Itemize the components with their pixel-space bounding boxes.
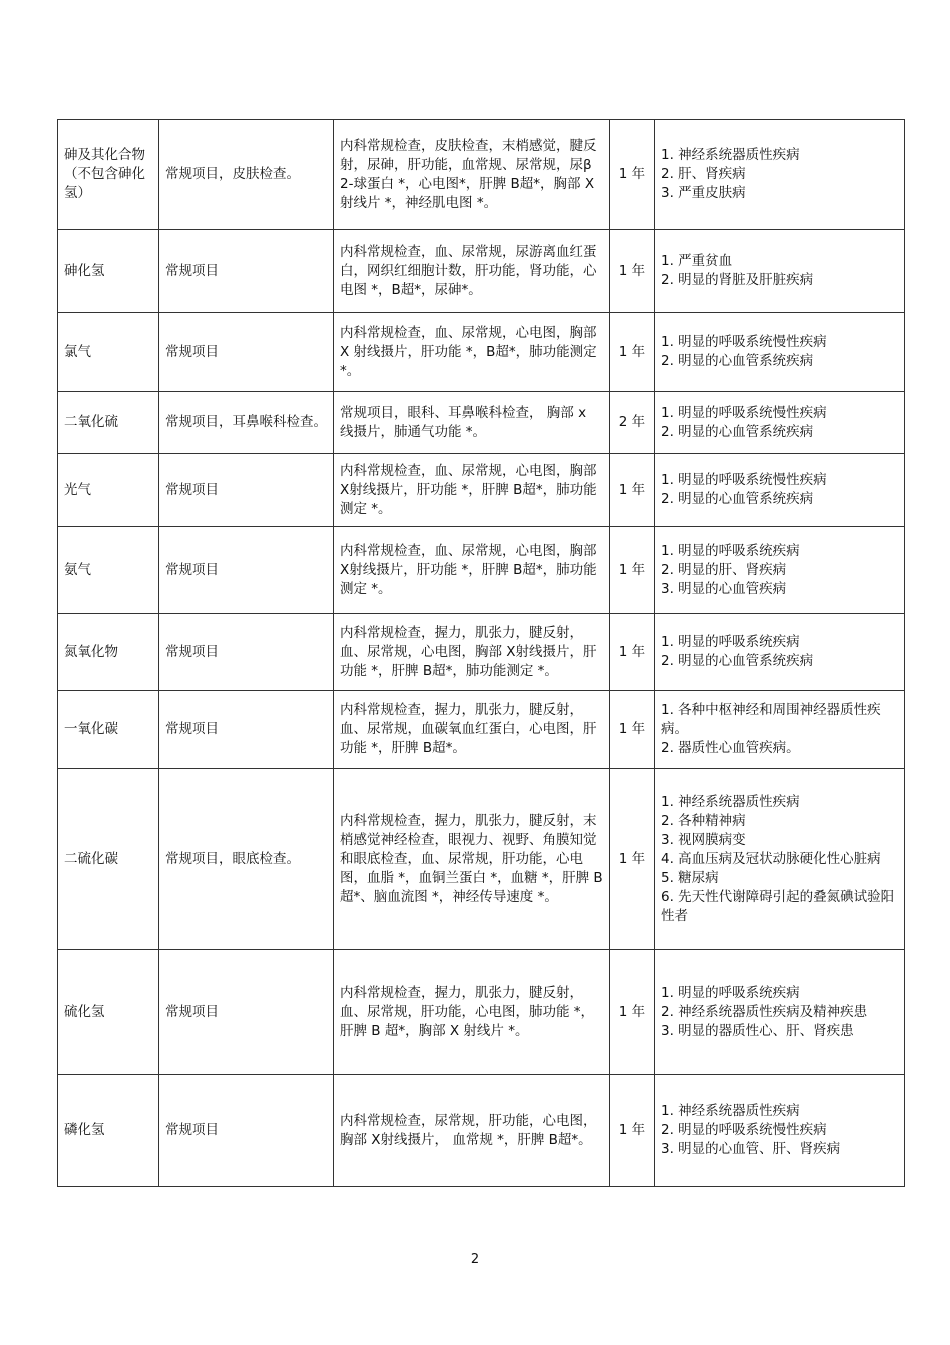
- contraindication-item: 2. 器质性心血管疾病。: [661, 740, 800, 756]
- cycle-cell: 1 年: [610, 120, 655, 230]
- contraindication-item: 2. 各种精神病: [661, 812, 746, 829]
- table-row: [58, 120, 905, 230]
- table-row: [58, 614, 905, 691]
- contraindication-item: 5. 糖尿病: [661, 869, 719, 886]
- contraindication-cell: [655, 313, 905, 392]
- substance-cell: 硫化氢: [58, 950, 159, 1075]
- substance-cell: 磷化氢: [58, 1075, 159, 1187]
- contraindication-item: 1. 神经系统器质性疾病: [661, 793, 800, 810]
- cycle-cell: 1 年: [610, 1075, 655, 1187]
- detail-cell: 内科常规检查，血、尿常规，尿游离血红蛋白，网织红细胞计数，肝功能，肾功能，心电图 *，B超*，尿砷*。: [334, 230, 610, 313]
- project-cell: 常规项目，耳鼻喉科检查。: [159, 392, 334, 454]
- cycle-cell: 1 年: [610, 691, 655, 769]
- cycle-cell: 1 年: [610, 313, 655, 392]
- contraindication-cell: [655, 527, 905, 614]
- project-cell: 常规项目: [159, 527, 334, 614]
- contraindication-item: 1. 明显的呼吸系统疾病: [661, 634, 800, 650]
- contraindication-item: 1. 神经系统器质性疾病: [661, 1103, 800, 1119]
- contraindication-item: 3. 明显的心血管疾病: [661, 580, 787, 597]
- cycle-cell: 1 年: [610, 614, 655, 691]
- page-number: 2: [470, 1252, 480, 1267]
- detail-cell: 内科常规检查，握力，肌张力，腱反射，血、尿常规，肝功能，心电图，肺功能 *，肝脾 B 超*，胸部 X 射线片 *。: [334, 950, 610, 1075]
- detail-cell: 内科常规检查，皮肤检查，末梢感觉，腱反射，尿砷，肝功能，血常规、尿常规，尿β 2-球蛋白 *，心电图*，肝脾 B超*，胸部 X射线片 *，神经肌电图 *。: [334, 120, 610, 230]
- cycle-cell: 1 年: [610, 454, 655, 527]
- contraindication-item: 1. 明显的呼吸系统疾病: [661, 542, 800, 559]
- contraindication-item: 3. 视网膜病变: [661, 831, 746, 848]
- contraindication-item: 2. 明显的肾脏及肝脏疾病: [661, 272, 814, 288]
- detail-cell: 内科常规检查，握力，肌张力，腱反射，血、尿常规，血碳氧血红蛋白，心电图，肝功能 *，肝脾 B超*。: [334, 691, 610, 769]
- detail-cell: 内科常规检查，血、尿常规，心电图，胸部 X射线摄片，肝功能 *，肝脾 B超*，肺功能测定 *。: [334, 454, 610, 527]
- contraindication-cell: [655, 691, 905, 769]
- table-row: [58, 691, 905, 769]
- detail-cell: 内科常规检查，血、尿常规，心电图，胸部 X 射线摄片，肝功能 *，B超*，肺功能测定 *。: [334, 313, 610, 392]
- substance-cell: 氯气: [58, 313, 159, 392]
- table-row: [58, 392, 905, 454]
- table-row: [58, 527, 905, 614]
- contraindication-item: 2. 明显的心血管系统疾病: [661, 653, 814, 669]
- contraindication-cell: [655, 1075, 905, 1187]
- contraindication-cell: [655, 950, 905, 1075]
- cycle-cell: 2 年: [610, 392, 655, 454]
- substance-cell: 二氧化硫: [58, 392, 159, 454]
- detail-cell: 常规项目，眼科、耳鼻喉科检查， 胸部 x 线摄片，肺通气功能 *。: [334, 392, 610, 454]
- contraindication-cell: [655, 769, 905, 950]
- contraindication-item: 1. 严重贫血: [661, 253, 733, 269]
- contraindication-cell: [655, 230, 905, 313]
- substance-cell: 砷及其化合物（不包含砷化氢）: [58, 120, 159, 230]
- contraindication-item: 2. 明显的呼吸系统慢性疾病: [661, 1122, 827, 1138]
- contraindication-cell: [655, 454, 905, 527]
- contraindication-item: 4. 高血压病及冠状动脉硬化性心脏病: [661, 850, 881, 867]
- contraindication-item: 3. 明显的心血管、肝、肾疾病: [661, 1141, 841, 1157]
- table-row: [58, 313, 905, 392]
- cycle-cell: 1 年: [610, 527, 655, 614]
- project-cell: 常规项目: [159, 313, 334, 392]
- substance-cell: 氮氧化物: [58, 614, 159, 691]
- contraindication-item: 1. 明显的呼吸系统慢性疾病: [661, 404, 827, 421]
- contraindication-item: 2. 肝、肾疾病: [661, 166, 746, 182]
- contraindication-item: 1. 神经系统器质性疾病: [661, 147, 800, 163]
- cycle-cell: 1 年: [610, 230, 655, 313]
- detail-cell: 内科常规检查，血、尿常规，心电图，胸部 X射线摄片，肝功能 *，肝脾 B超*，肺功能测定 *。: [334, 527, 610, 614]
- substance-cell: 砷化氢: [58, 230, 159, 313]
- project-cell: 常规项目: [159, 691, 334, 769]
- table-row: [58, 1075, 905, 1187]
- contraindication-item: 3. 明显的器质性心、肝、肾疾患: [661, 1022, 854, 1039]
- contraindication-item: 2. 明显的心血管系统疾病: [661, 353, 814, 369]
- contraindication-item: 6. 先天性代谢障碍引起的叠氮碘试验阳性者: [661, 888, 895, 924]
- detail-cell: 内科常规检查，握力，肌张力，腱反射，末梢感觉神经检查，眼视力、视野、角膜知觉和眼底检查，血、尿常规，肝功能，心电图，血脂 *，血铜兰蛋白 *，血糖 *，肝脾 B超*、脑血流图 *，神经传导速度 *。: [334, 769, 610, 950]
- substance-cell: 二硫化碳: [58, 769, 159, 950]
- project-cell: 常规项目: [159, 1075, 334, 1187]
- contraindication-cell: [655, 120, 905, 230]
- table-row: [58, 454, 905, 527]
- project-cell: 常规项目: [159, 454, 334, 527]
- contraindication-cell: [655, 392, 905, 454]
- project-cell: 常规项目，眼底检查。: [159, 769, 334, 950]
- project-cell: 常规项目，皮肤检查。: [159, 120, 334, 230]
- contraindication-item: 2. 神经系统器质性疾病及精神疾患: [661, 1003, 868, 1020]
- occupational-exam-table: [57, 119, 905, 1187]
- table-row: [58, 769, 905, 950]
- substance-cell: 氨气: [58, 527, 159, 614]
- substance-cell: 一氧化碳: [58, 691, 159, 769]
- substance-cell: 光气: [58, 454, 159, 527]
- contraindication-cell: [655, 614, 905, 691]
- cycle-cell: 1 年: [610, 769, 655, 950]
- contraindication-item: 1. 明显的呼吸系统慢性疾病: [661, 334, 827, 350]
- contraindication-item: 1. 各种中枢神经和周围神经器质性疾病。: [661, 702, 881, 737]
- project-cell: 常规项目: [159, 950, 334, 1075]
- project-cell: 常规项目: [159, 230, 334, 313]
- contraindication-item: 1. 明显的呼吸系统疾病: [661, 984, 800, 1001]
- table-row: [58, 950, 905, 1075]
- project-cell: 常规项目: [159, 614, 334, 691]
- contraindication-item: 2. 明显的心血管系统疾病: [661, 491, 814, 507]
- detail-cell: 内科常规检查，握力，肌张力，腱反射，血、尿常规，心电图，胸部 X射线摄片，肝功能 *，肝脾 B超*，肺功能测定 *。: [334, 614, 610, 691]
- contraindication-item: 3. 严重皮肤病: [661, 185, 746, 201]
- contraindication-item: 2. 明显的肝、肾疾病: [661, 561, 787, 578]
- detail-cell: 内科常规检查，尿常规，肝功能，心电图，胸部 X射线摄片， 血常规 *，肝脾 B超*。: [334, 1075, 610, 1187]
- contraindication-item: 1. 明显的呼吸系统慢性疾病: [661, 472, 827, 488]
- contraindication-item: 2. 明显的心血管系统疾病: [661, 423, 814, 440]
- table-row: [58, 230, 905, 313]
- cycle-cell: 1 年: [610, 950, 655, 1075]
